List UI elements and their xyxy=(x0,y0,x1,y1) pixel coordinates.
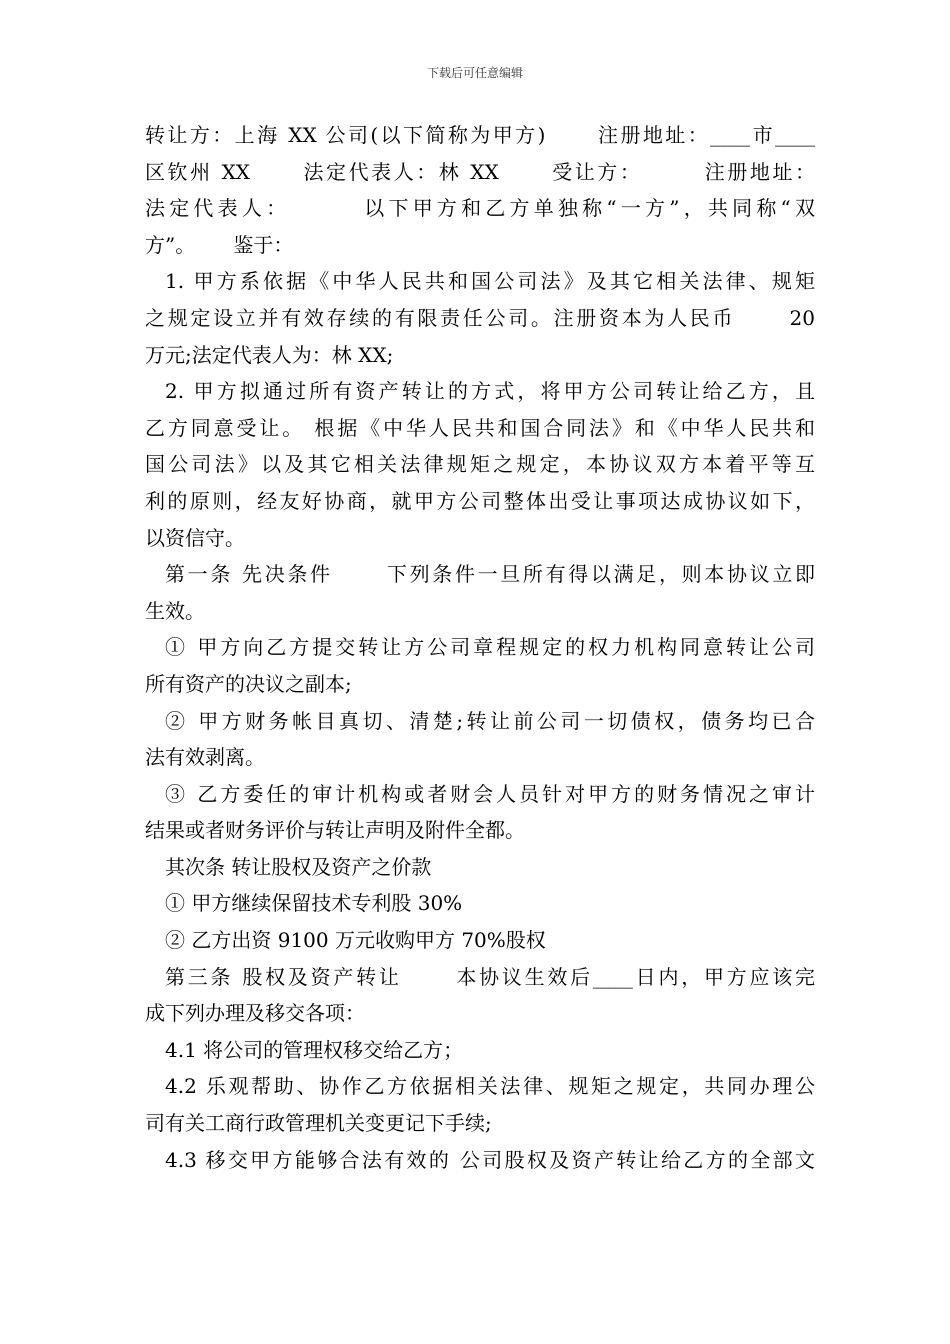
condition-item-2: 法有效剥离。 xyxy=(145,745,265,770)
agreement-body xyxy=(145,117,815,1178)
condition-item-2: ② 甲方财务帐目真切、清楚;转让前公司一切债权，债务均已合 xyxy=(165,708,815,733)
text-line: 方”。 鉴于： xyxy=(145,232,294,257)
article-2-heading: 其次条 转让股权及资产之价款 xyxy=(165,854,432,879)
clause-2-line: 乙方同意受让。 根据《中华人民共和国合同法》和《中华人民共和 xyxy=(145,415,815,440)
clause-2-line: 2. 甲方拟通过所有资产转让的方式，将甲方公司转让给乙方，且 xyxy=(165,379,815,404)
condition-item-3: ③ 乙方委任的审计机构或者财会人员针对甲方的财务情况之审计 xyxy=(165,781,815,806)
transfer-item-4-2: 司有关工商行政管理机关变更记下手续; xyxy=(145,1111,492,1136)
text-line: 转让方：上海 XX 公司(以下简称为甲方) 注册地址：____市____ xyxy=(145,123,815,147)
clause-1-line: 万元;法定代表人为：林 XX; xyxy=(145,342,394,367)
clause-2-line: 国公司法》以及其它相关法律规矩之规定，本协议双方本着平等互 xyxy=(145,452,815,477)
article-3-line: 成下列办理及移交各项： xyxy=(145,1001,365,1026)
transfer-item-4-1: 4.1 将公司的管理权移交给乙方； xyxy=(165,1037,464,1062)
transfer-item-4-3: 4.3 移交甲方能够合法有效的 公司股权及资产转让给乙方的全部文 xyxy=(165,1147,815,1172)
condition-item-3: 结果或者财务评价与转让声明及附件全都。 xyxy=(145,818,525,843)
clause-2-line: 利的原则，经友好协商，就甲方公司整体出受让事项达成协议如下， xyxy=(145,488,815,513)
condition-item-1: 所有资产的决议之副本; xyxy=(145,671,352,696)
clause-1-line: 1. 甲方系依据《中华人民共和国公司法》及其它相关法律、规矩 xyxy=(165,269,815,294)
article-1-heading: 第一条 先决条件 下列条件一旦所有得以满足，则本协议立即 xyxy=(165,562,815,587)
transfer-item-4-2: 4.2 乐观帮助、协作乙方依据相关法律、规矩之规定，共同办理公 xyxy=(165,1074,815,1099)
article-1-line: 生效。 xyxy=(145,598,205,623)
clause-1-line: 之规定设立并有效存续的有限责任公司。注册资本为人民币 20 xyxy=(145,305,815,330)
clause-2-line: 以资信守。 xyxy=(145,525,245,550)
price-item-2: ② 乙方出资 9100 万元收购甲方 70%股权 xyxy=(165,928,546,953)
text-line: 区钦州 XX 法定代表人：林 XX 受让方： 注册地址： xyxy=(145,159,815,184)
article-3-heading: 第三条 股权及资产转让 本协议生效后____日内，甲方应该完 xyxy=(165,964,815,989)
text-line: 法定代表人： 以下甲方和乙方单独称“一方”，共同称“双 xyxy=(145,196,815,221)
price-item-1: ① 甲方继续保留技术专利股 30% xyxy=(165,891,463,916)
page-header: 下载后可任意编辑 xyxy=(426,66,523,80)
condition-item-1: ① 甲方向乙方提交转让方公司章程规定的权力机构同意转让公司 xyxy=(165,635,815,660)
